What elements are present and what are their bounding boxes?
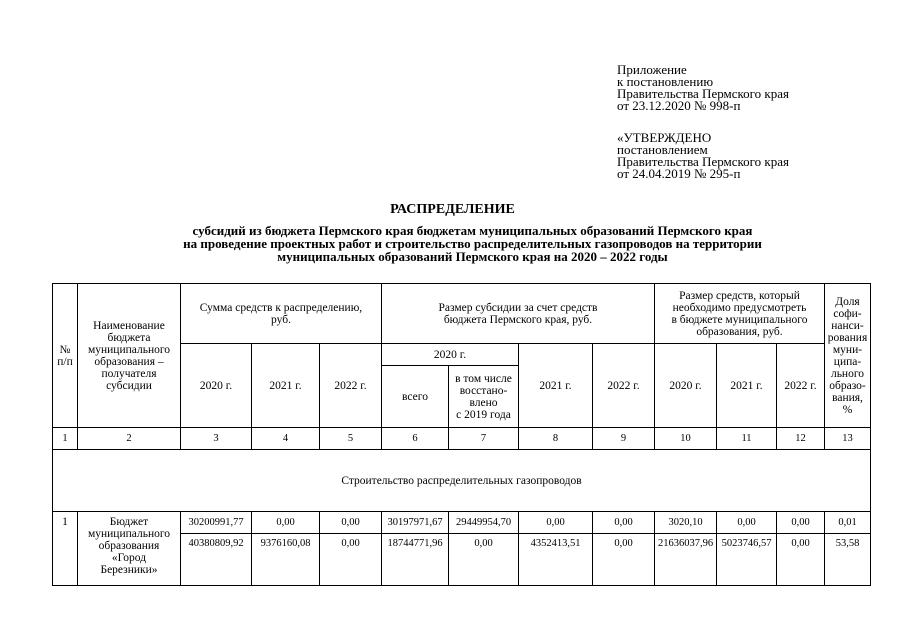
col-number: 6 <box>382 428 449 450</box>
header-sum-2021: 2021 г. <box>252 344 320 428</box>
appendix-line: Правительства Пермского края <box>617 86 789 101</box>
subtitle-line: субсидий из бюджета Пермского края бюджетам муниципальных образований Пермского края <box>192 223 753 238</box>
col-number: 2 <box>78 428 181 450</box>
col-number: 8 <box>519 428 593 450</box>
approved-block <box>617 132 789 180</box>
row-cell: 0,00 <box>777 512 825 534</box>
row-cell: 0,00 <box>593 512 655 534</box>
col-number: 5 <box>320 428 382 450</box>
col-number: 7 <box>449 428 519 450</box>
row-cell: 0,00 <box>777 534 825 586</box>
col-number: 9 <box>593 428 655 450</box>
appendix-block <box>617 64 789 112</box>
header-num: № п/п <box>53 284 78 428</box>
distribution-table <box>52 283 871 586</box>
header-share: Доля софи- нанси- рования муни- ципа- льного образо- вания, % <box>825 284 871 428</box>
header-sum-group: Сумма средств к распределению, руб. <box>181 284 382 344</box>
appendix-line: от 23.12.2020 № 998-п <box>617 98 741 113</box>
col-number: 13 <box>825 428 871 450</box>
row-cell: 21636037,96 <box>655 534 717 586</box>
row-cell: 30197971,67 <box>382 512 449 534</box>
header-sum-2022: 2022 г. <box>320 344 382 428</box>
header-subsidy-group: Размер субсидии за счет средств бюджета Пермского края, руб. <box>382 284 655 344</box>
row-cell: 29449954,70 <box>449 512 519 534</box>
approved-line: Правительства Пермского края <box>617 154 789 169</box>
approved-line: «УТВЕРЖДЕНО <box>617 130 712 145</box>
row-cell: 40380809,92 <box>181 534 252 586</box>
col-number: 10 <box>655 428 717 450</box>
header-sub-2020-total: всего <box>382 366 449 428</box>
row-cell: 0,00 <box>717 512 777 534</box>
row-cell: 0,01 <box>825 512 871 534</box>
row-recipient-name: Бюджет муниципального образования «Город Березники» <box>78 512 181 586</box>
row-cell: 4352413,51 <box>519 534 593 586</box>
row-cell: 5023746,57 <box>717 534 777 586</box>
row-cell: 0,00 <box>519 512 593 534</box>
col-number: 3 <box>181 428 252 450</box>
col-number: 4 <box>252 428 320 450</box>
document-title: РАСПРЕДЕЛЕНИЕ <box>390 202 515 217</box>
col-number: 1 <box>53 428 78 450</box>
header-loc-2022: 2022 г. <box>777 344 825 428</box>
subtitle-line: на проведение проектных работ и строительство распределительных газопроводов на территории <box>183 236 762 251</box>
header-sub-2021: 2021 г. <box>519 344 593 428</box>
row-number: 1 <box>53 512 78 586</box>
document-subtitle <box>120 224 825 263</box>
header-loc-2020: 2020 г. <box>655 344 717 428</box>
appendix-line: к постановлению <box>617 74 714 89</box>
appendix-line: Приложение <box>617 62 687 77</box>
row-cell: 0,00 <box>252 512 320 534</box>
row-cell: 53,58 <box>825 534 871 586</box>
row-cell: 0,00 <box>320 512 382 534</box>
header-sub-2022: 2022 г. <box>593 344 655 428</box>
row-cell: 30200991,77 <box>181 512 252 534</box>
header-loc-2021: 2021 г. <box>717 344 777 428</box>
header-sub-2020-restored: в том числе восстано- влено с 2019 года <box>449 366 519 428</box>
row-cell: 9376160,08 <box>252 534 320 586</box>
approved-line: от 24.04.2019 № 295-п <box>617 166 741 181</box>
approved-line: постановлением <box>617 142 708 157</box>
row-cell: 18744771,96 <box>382 534 449 586</box>
row-cell: 0,00 <box>449 534 519 586</box>
col-number: 11 <box>717 428 777 450</box>
row-cell: 0,00 <box>320 534 382 586</box>
header-sum-2020: 2020 г. <box>181 344 252 428</box>
section-title: Строительство распределительных газопроводов <box>53 450 871 512</box>
header-sub-2020: 2020 г. <box>382 344 519 366</box>
header-name: Наименование бюджета муниципального образования – получателя субсидии <box>78 284 181 428</box>
subtitle-line: муниципальных образований Пермского края на 2020 – 2022 годы <box>277 249 668 264</box>
col-number: 12 <box>777 428 825 450</box>
header-local-group: Размер средств, который необходимо предусмотреть в бюджете муниципального образования, руб. <box>655 284 825 344</box>
row-cell: 3020,10 <box>655 512 717 534</box>
row-cell: 0,00 <box>593 534 655 586</box>
